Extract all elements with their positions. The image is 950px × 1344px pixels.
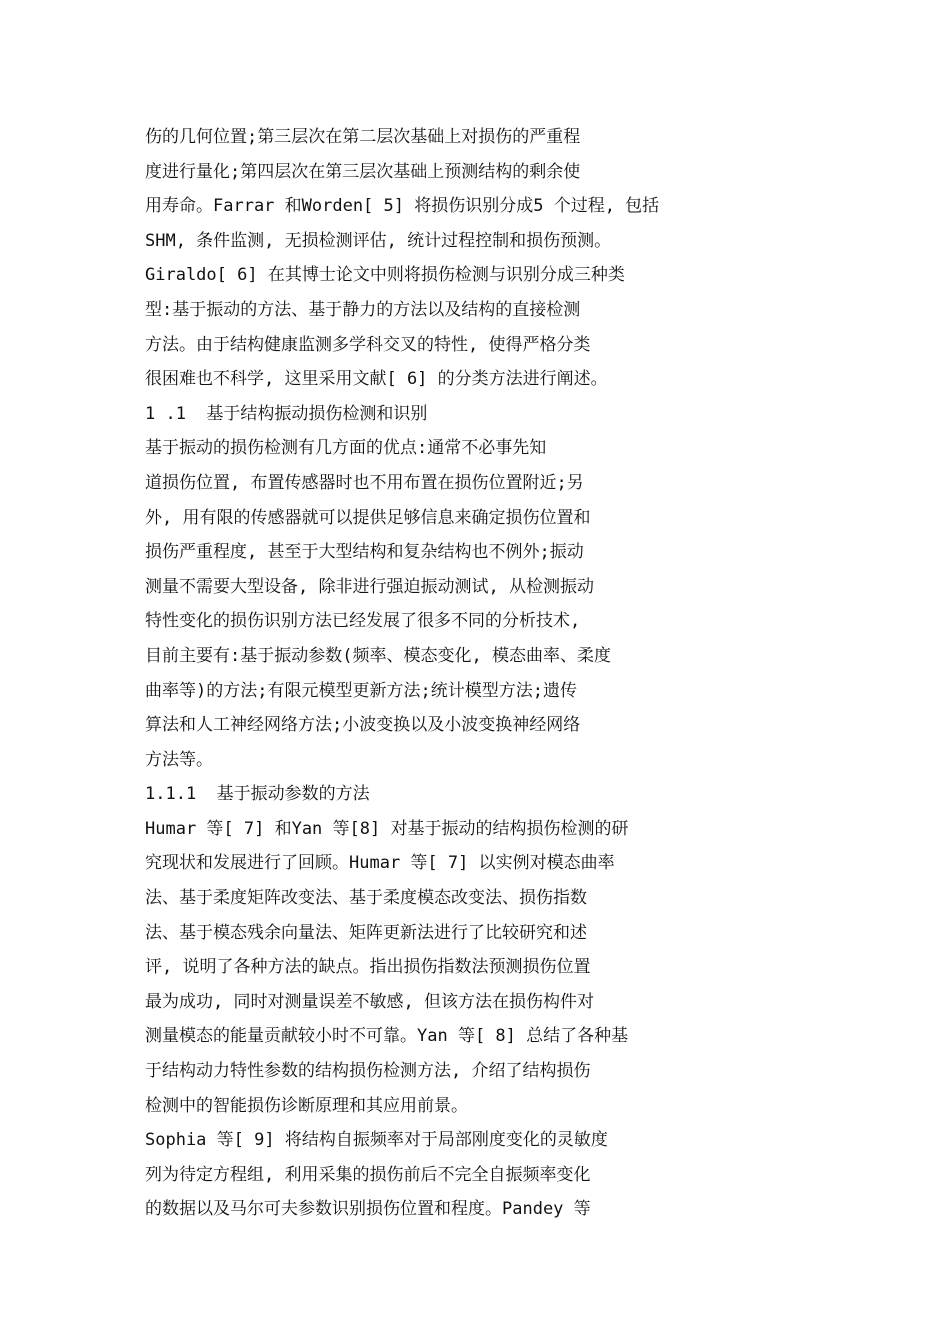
text-line: 测量不需要大型设备, 除非进行强迫振动测试, 从检测振动 — [145, 576, 594, 597]
text-line: SHM, 条件监测, 无损检测评估, 统计过程控制和损伤预测。 — [145, 230, 612, 251]
text-line: 算法和人工神经网络方法;小波变换以及小波变换神经网络 — [145, 715, 581, 736]
text-line: 方法。由于结构健康监测多学科交叉的特性, 使得严格分类 — [145, 334, 591, 355]
text-line: 目前主要有:基于振动参数(频率、模态变化, 模态曲率、柔度 — [145, 645, 611, 666]
text-line: Humar 等[ 7] 和Yan 等[8] 对基于振动的结构损伤检测的研 — [145, 818, 629, 839]
text-line: 的数据以及马尔可夫参数识别损伤位置和程度。Pandey 等 — [145, 1199, 591, 1220]
text-line: 究现状和发展进行了回顾。Humar 等[ 7] 以实例对模态曲率 — [145, 853, 615, 874]
text-line: 检测中的智能损伤诊断原理和其应用前景。 — [145, 1095, 468, 1116]
text-line: 外, 用有限的传感器就可以提供足够信息来确定损伤位置和 — [145, 507, 591, 528]
text-line: 列为待定方程组, 利用采集的损伤前后不完全自振频率变化 — [145, 1164, 591, 1185]
text-line: 评, 说明了各种方法的缺点。指出损伤指数法预测损伤位置 — [145, 957, 591, 978]
text-line: 测量模态的能量贡献较小时不可靠。Yan 等[ 8] 总结了各种基 — [145, 1026, 629, 1047]
text-line: 损伤严重程度, 甚至于大型结构和复杂结构也不例外;振动 — [145, 542, 584, 563]
text-line: Sophia 等[ 9] 将结构自振频率对于局部刚度变化的灵敏度 — [145, 1130, 608, 1151]
text-line: Giraldo[ 6] 在其博士论文中则将损伤检测与识别分成三种类 — [145, 265, 625, 286]
text-line: 型:基于振动的方法、基于静力的方法以及结构的直接检测 — [145, 299, 581, 320]
text-line: 伤的几何位置;第三层次在第二层次基础上对损伤的严重程 — [145, 127, 581, 147]
text-line: 基于振动的损伤检测有几方面的优点:通常不必事先知 — [145, 438, 547, 459]
text-line: 最为成功, 同时对测量误差不敏感, 但该方法在损伤构件对 — [145, 991, 594, 1012]
text-line: 曲率等)的方法;有限元模型更新方法;统计模型方法;遗传 — [145, 680, 577, 701]
text-line: 很困难也不科学, 这里采用文献[ 6] 的分类方法进行阐述。 — [145, 369, 608, 390]
text-line: 度进行量化;第四层次在第三层次基础上预测结构的剩余使 — [145, 161, 581, 182]
text-line: 特性变化的损伤识别方法已经发展了很多不同的分析技术, — [145, 611, 581, 632]
section-heading: 1 .1 基于结构振动损伤检测和识别 — [145, 403, 428, 424]
body-text — [145, 120, 845, 1227]
text-line: 方法等。 — [145, 749, 213, 770]
text-line: 法、基于模态残余向量法、矩阵更新法进行了比较研究和述 — [145, 922, 587, 943]
text-line: 用寿命。Farrar 和Worden[ 5] 将损伤识别分成5 个过程, 包括 — [145, 196, 660, 217]
text-line: 道损伤位置, 布置传感器时也不用布置在损伤位置附近;另 — [145, 472, 584, 493]
subsection-heading: 1.1.1 基于振动参数的方法 — [145, 784, 370, 805]
text-line: 法、基于柔度矩阵改变法、基于柔度模态改变法、损伤指数 — [145, 888, 587, 909]
text-line: 于结构动力特性参数的结构损伤检测方法, 介绍了结构损伤 — [145, 1061, 591, 1082]
